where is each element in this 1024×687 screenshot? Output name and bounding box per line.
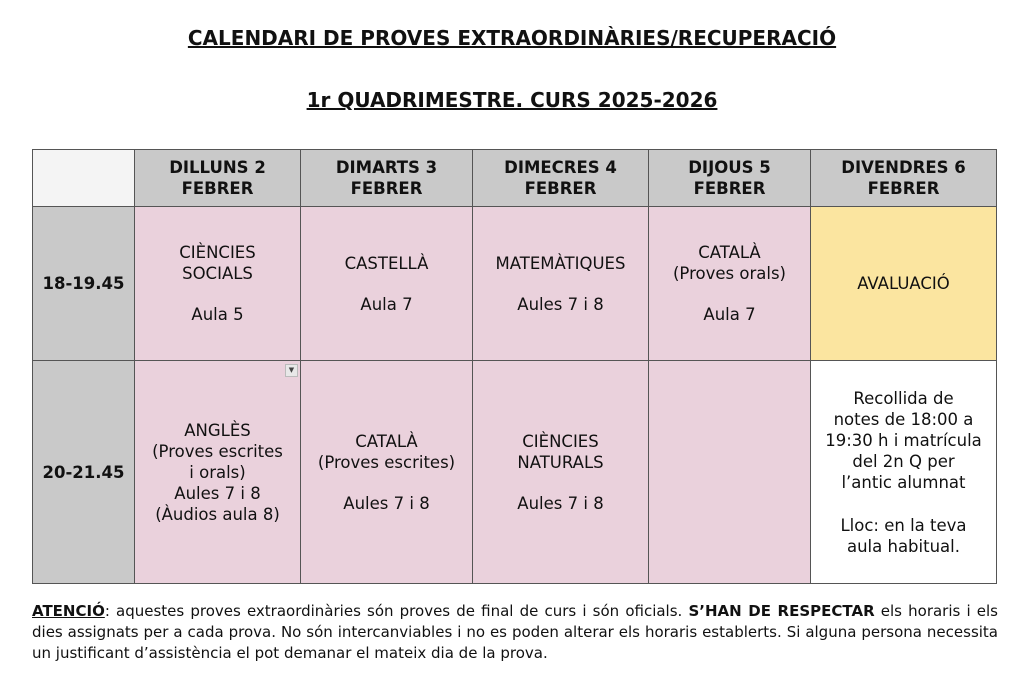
room-label: Aules 7 i 8 xyxy=(343,493,430,513)
room-label: Aules 7 i 8 xyxy=(517,493,604,513)
document-subtitle: 1r QUADRIMESTRE. CURS 2025-2026 xyxy=(306,88,718,112)
audio-room-label: (Àudios aula 8) xyxy=(155,504,280,524)
room-label: Aules 7 i 8 xyxy=(174,483,261,503)
day-header-monday: DILLUNS 2 FEBRER xyxy=(135,150,301,207)
exam-cell-wed-2: CIÈNCIES NATURALS Aules 7 i 8 xyxy=(473,361,649,584)
room-label: Aula 5 xyxy=(191,305,244,324)
header-row xyxy=(33,150,997,207)
exam-cell-thu-2-empty xyxy=(649,361,811,584)
must-respect-text: S’HAN DE RESPECTAR xyxy=(688,602,875,620)
document-title: CALENDARI DE PROVES EXTRAORDINÀRIES/RECUPERACIÓ xyxy=(187,26,837,50)
room-label: Aula 7 xyxy=(703,305,756,324)
grades-pickup-cell: Recollida de notes de 18:00 a 19:30 h i matrícula del 2n Q per l’antic alumnat Lloc: en la teva aula habitual. xyxy=(811,361,997,584)
evaluation-cell: AVALUACIÓ xyxy=(811,207,997,361)
time-slot-label: 18-19.45 xyxy=(33,207,135,361)
room-label: Aules 7 i 8 xyxy=(517,294,604,314)
day-header-friday: DIVENDRES 6 FEBRER xyxy=(811,150,997,207)
exam-cell-mon-2: ▼ ANGLÈS (Proves escrites i orals) Aules 7 i 8 (Àudios aula 8) xyxy=(135,361,301,584)
time-slot-label: 20-21.45 xyxy=(33,361,135,584)
day-header-wednesday: DIMECRES 4 FEBRER xyxy=(473,150,649,207)
exam-calendar-table xyxy=(32,149,997,584)
time-slot-row-1 xyxy=(33,207,997,361)
day-header-tuesday: DIMARTS 3 FEBRER xyxy=(301,150,473,207)
exam-cell-thu-1: CATALÀ (Proves orals) Aula 7 xyxy=(649,207,811,361)
exam-cell-tue-2: CATALÀ (Proves escrites) Aules 7 i 8 xyxy=(301,361,473,584)
exam-cell-mon-1: CIÈNCIES SOCIALS Aula 5 xyxy=(135,207,301,361)
day-header-thursday: DIJOUS 5 FEBRER xyxy=(649,150,811,207)
exam-cell-tue-1: CASTELLÀ Aula 7 xyxy=(301,207,473,361)
attention-note: ATENCIÓ: aquestes proves extraordinàries són proves de final de curs i són oficials. S’HAN DE RESPECTAR els horaris i els dies assignats per a cada prova. No són intercanviables i no es poden alterar els horaris establerts. Si alguna persona necessita un justificant d’assistència el pot demanar el mateix dia de la prova. xyxy=(32,602,998,662)
room-label: Aula 7 xyxy=(360,294,413,314)
exam-cell-wed-1: MATEMÀTIQUES Aules 7 i 8 xyxy=(473,207,649,361)
corner-cell xyxy=(33,150,135,207)
time-slot-row-2 xyxy=(33,361,997,584)
attention-label: ATENCIÓ xyxy=(32,602,105,620)
dropdown-arrow-icon[interactable]: ▼ xyxy=(285,364,298,377)
